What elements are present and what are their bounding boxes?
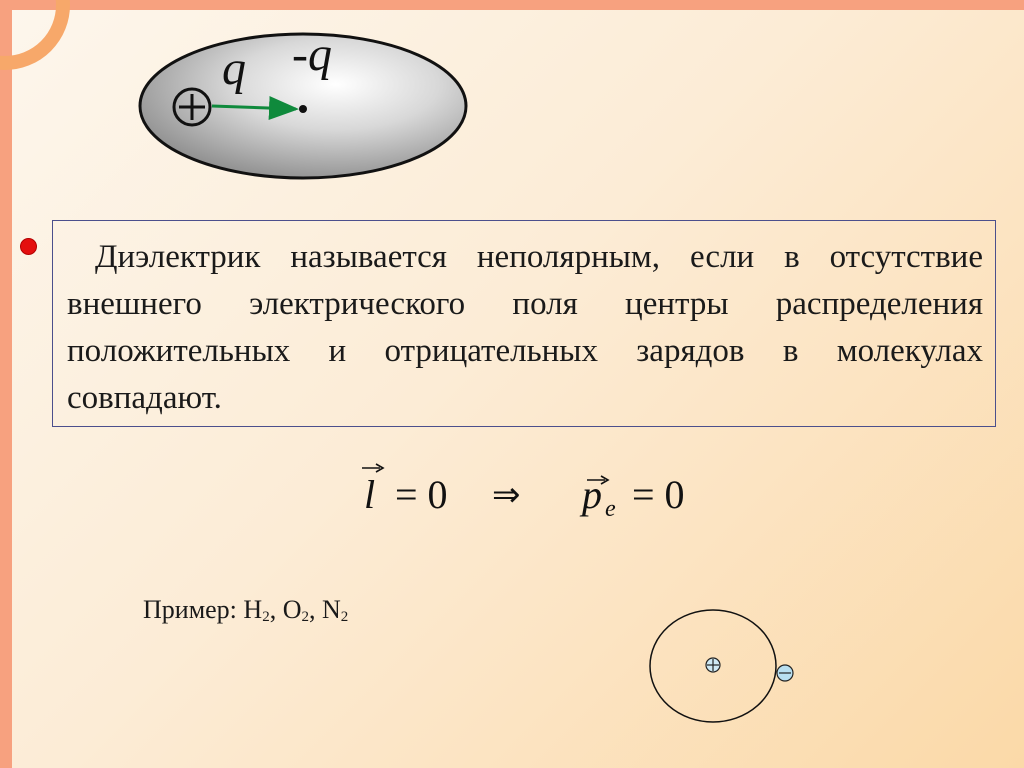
- formula-rhs-symbol: p: [582, 472, 602, 517]
- definition-text: Диэлектрик называется неполярным, если в отсутствие внешнего электрического поля центры распределения положительных и отрицательных зарядов в молекулах совпадают.: [67, 239, 983, 416]
- negative-charge-label: -q: [292, 28, 332, 81]
- negative-charge-point: [299, 105, 307, 113]
- dipole-diagram: [132, 24, 477, 190]
- molecule-n2: $N_2$: [321, 595, 349, 625]
- nucleus-plus-icon: [706, 658, 720, 672]
- electron-minus-icon: [777, 665, 793, 681]
- molecule-h2: $H_2$,: [243, 595, 283, 625]
- formula-lhs-value: = 0: [395, 472, 448, 517]
- example-prefix: Пример:: [143, 595, 244, 624]
- positive-charge-label: q: [222, 42, 246, 95]
- vector-arrow-icon: [362, 464, 383, 472]
- corner-decoration: [0, 0, 70, 70]
- positive-charge-icon: [174, 89, 210, 125]
- example-line: [143, 595, 348, 626]
- definition-box: [52, 220, 996, 427]
- atom-diagram: [644, 606, 799, 728]
- formula-lhs-symbol: l: [364, 472, 376, 517]
- formula-rhs-value: = 0: [632, 472, 685, 517]
- molecule-o2: $O_2$,: [282, 595, 322, 625]
- formula-rhs-subscript: e: [605, 496, 616, 522]
- formula: [350, 458, 710, 530]
- bullet-point: [20, 238, 37, 255]
- formula-implies: ⇒: [492, 475, 521, 515]
